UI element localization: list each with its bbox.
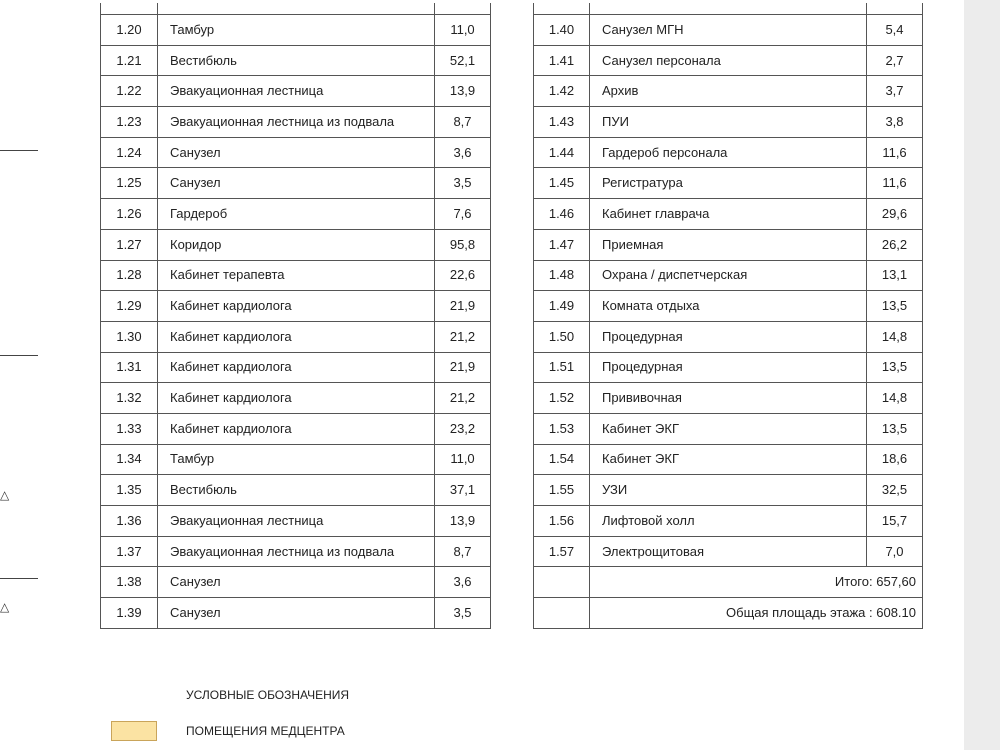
room-area: 7,0	[867, 536, 923, 567]
room-area: 11,0	[435, 444, 491, 475]
room-number: 1.50	[534, 321, 590, 352]
room-name: Кабинет ЭКГ	[590, 413, 867, 444]
right-room-table	[533, 3, 923, 629]
total-row	[534, 567, 923, 598]
room-number: 1.42	[534, 76, 590, 107]
room-name: Приемная	[590, 229, 867, 260]
room-area: 11,6	[867, 168, 923, 199]
room-number: 1.54	[534, 444, 590, 475]
room-number: 1.40	[534, 15, 590, 46]
room-number: 1.38	[101, 567, 158, 598]
room-area: 7,6	[435, 199, 491, 230]
floor-area-label: Общая площадь этажа	[726, 604, 866, 620]
room-name: Санузел	[158, 598, 435, 629]
left-room-table	[100, 3, 491, 629]
table-row	[534, 536, 923, 567]
table-row	[101, 15, 491, 46]
room-number: 1.53	[534, 413, 590, 444]
drawing-line-fragment	[0, 578, 38, 579]
room-name: Охрана / диспетчерская	[590, 260, 867, 291]
total-value: 657,60	[876, 574, 916, 590]
room-area: 2,7	[867, 45, 923, 76]
room-area: 3,6	[435, 137, 491, 168]
legend-swatch	[111, 721, 157, 741]
drawing-line-fragment	[0, 150, 38, 151]
room-name: Гардероб персонала	[590, 137, 867, 168]
room-area: 5,4	[867, 15, 923, 46]
room-name: Процедурная	[590, 321, 867, 352]
room-number: 1.25	[101, 168, 158, 199]
room-area: 13,9	[435, 76, 491, 107]
table-row	[534, 475, 923, 506]
table-row	[534, 137, 923, 168]
room-area: 3,5	[435, 598, 491, 629]
room-area: 13,5	[867, 413, 923, 444]
room-number: 1.32	[101, 383, 158, 414]
table-row	[534, 15, 923, 46]
room-name: Кабинет кардиолога	[158, 413, 435, 444]
table-row	[101, 45, 491, 76]
room-number: 1.22	[101, 76, 158, 107]
room-number: 1.26	[101, 199, 158, 230]
room-name: Санузел персонала	[590, 45, 867, 76]
table-row	[534, 260, 923, 291]
table-row	[534, 413, 923, 444]
table-row	[534, 291, 923, 322]
table-row	[534, 76, 923, 107]
floor-area-cell: Общая площадь этажа : 608.10	[590, 598, 923, 629]
drawing-line-fragment	[0, 355, 38, 356]
room-number: 1.47	[534, 229, 590, 260]
page-right-margin	[964, 0, 1000, 750]
table-row	[101, 475, 491, 506]
room-area: 13,5	[867, 352, 923, 383]
room-name: Архив	[590, 76, 867, 107]
room-name: Регистратура	[590, 168, 867, 199]
room-number: 1.57	[534, 536, 590, 567]
table-row	[101, 291, 491, 322]
room-area: 8,7	[435, 536, 491, 567]
room-number: 1.24	[101, 137, 158, 168]
room-name: Тамбур	[158, 15, 435, 46]
room-number: 1.21	[101, 45, 158, 76]
room-name: Санузел	[158, 567, 435, 598]
room-number: 1.48	[534, 260, 590, 291]
room-area: 21,9	[435, 291, 491, 322]
room-area: 32,5	[867, 475, 923, 506]
room-number: 1.43	[534, 107, 590, 138]
room-name: Санузел	[158, 168, 435, 199]
total-cell	[590, 567, 923, 598]
table-row	[101, 76, 491, 107]
room-number: 1.30	[101, 321, 158, 352]
table-row	[534, 352, 923, 383]
room-name: Кабинет кардиолога	[158, 352, 435, 383]
room-name: Процедурная	[590, 352, 867, 383]
room-number: 1.41	[534, 45, 590, 76]
table-row	[101, 444, 491, 475]
table-row	[101, 321, 491, 352]
room-name: Комната отдыха	[590, 291, 867, 322]
room-area: 11,6	[867, 137, 923, 168]
table-row	[534, 199, 923, 230]
floor-area-row	[534, 598, 923, 629]
room-number: 1.44	[534, 137, 590, 168]
table-top-row	[101, 3, 491, 15]
table-row	[101, 567, 491, 598]
room-area: 3,8	[867, 107, 923, 138]
table-row	[534, 229, 923, 260]
room-number: 1.20	[101, 15, 158, 46]
table-row	[101, 107, 491, 138]
room-name: Тамбур	[158, 444, 435, 475]
room-number: 1.23	[101, 107, 158, 138]
legend-title: УСЛОВНЫЕ ОБОЗНАЧЕНИЯ	[186, 688, 350, 702]
table-row	[101, 199, 491, 230]
room-area: 14,8	[867, 321, 923, 352]
room-name: Коридор	[158, 229, 435, 260]
room-number: 1.56	[534, 506, 590, 537]
room-area: 14,8	[867, 383, 923, 414]
table-row	[534, 107, 923, 138]
table-row	[534, 444, 923, 475]
room-name: Кабинет терапевта	[158, 260, 435, 291]
room-area: 22,6	[435, 260, 491, 291]
room-number: 1.31	[101, 352, 158, 383]
room-area: 23,2	[435, 413, 491, 444]
room-number: 1.34	[101, 444, 158, 475]
room-name: Прививочная	[590, 383, 867, 414]
room-name: Электрощитовая	[590, 536, 867, 567]
room-name: Кабинет кардиолога	[158, 321, 435, 352]
room-number: 1.49	[534, 291, 590, 322]
table-row	[101, 260, 491, 291]
table-row	[534, 321, 923, 352]
room-number: 1.55	[534, 475, 590, 506]
room-number: 1.52	[534, 383, 590, 414]
table-row	[101, 229, 491, 260]
room-area: 52,1	[435, 45, 491, 76]
triangle-mark-icon: △	[0, 600, 10, 614]
triangle-mark-icon: △	[0, 488, 10, 502]
table-row	[101, 506, 491, 537]
table-row	[101, 413, 491, 444]
table-row	[101, 383, 491, 414]
table-row	[534, 168, 923, 199]
room-name: Эвакуационная лестница из подвала	[158, 107, 435, 138]
room-name: Лифтовой холл	[590, 506, 867, 537]
table-row	[534, 383, 923, 414]
table-row	[101, 598, 491, 629]
room-name: Кабинет ЭКГ	[590, 444, 867, 475]
table-row	[101, 536, 491, 567]
room-name: Вестибюль	[158, 475, 435, 506]
room-name: Санузел	[158, 137, 435, 168]
room-area: 21,2	[435, 383, 491, 414]
room-area: 8,7	[435, 107, 491, 138]
room-area: 15,7	[867, 506, 923, 537]
room-area: 21,9	[435, 352, 491, 383]
room-area: 37,1	[435, 475, 491, 506]
room-number: 1.46	[534, 199, 590, 230]
room-number: 1.27	[101, 229, 158, 260]
room-number: 1.35	[101, 475, 158, 506]
room-number: 1.37	[101, 536, 158, 567]
floor-area-value: 608.10	[876, 604, 916, 620]
room-name: Эвакуационная лестница из подвала	[158, 536, 435, 567]
room-area: 13,5	[867, 291, 923, 322]
room-area: 18,6	[867, 444, 923, 475]
room-name: УЗИ	[590, 475, 867, 506]
room-name: Кабинет кардиолога	[158, 291, 435, 322]
room-name: Гардероб	[158, 199, 435, 230]
table-row	[534, 506, 923, 537]
room-area: 95,8	[435, 229, 491, 260]
table-row	[101, 352, 491, 383]
room-area: 3,5	[435, 168, 491, 199]
room-number: 1.28	[101, 260, 158, 291]
table-top-row	[534, 3, 923, 15]
legend-item-label: ПОМЕЩЕНИЯ МЕДЦЕНТРА	[186, 724, 345, 738]
room-number: 1.51	[534, 352, 590, 383]
room-number: 1.29	[101, 291, 158, 322]
room-name: Эвакуационная лестница	[158, 506, 435, 537]
room-area: 26,2	[867, 229, 923, 260]
room-area: 3,6	[435, 567, 491, 598]
room-name: Санузел МГН	[590, 15, 867, 46]
room-name: Эвакуационная лестница	[158, 76, 435, 107]
table-row	[534, 45, 923, 76]
room-number: 1.45	[534, 168, 590, 199]
room-area: 29,6	[867, 199, 923, 230]
total-label: Итого:	[834, 574, 873, 590]
room-number: 1.39	[101, 598, 158, 629]
room-name: Кабинет кардиолога	[158, 383, 435, 414]
room-area: 13,9	[435, 506, 491, 537]
room-number: 1.33	[101, 413, 158, 444]
room-name: Кабинет главрача	[590, 199, 867, 230]
table-row	[101, 168, 491, 199]
room-area: 11,0	[435, 15, 491, 46]
room-area: 13,1	[867, 260, 923, 291]
table-row	[101, 137, 491, 168]
room-name: Вестибюль	[158, 45, 435, 76]
room-area: 21,2	[435, 321, 491, 352]
room-area: 3,7	[867, 76, 923, 107]
room-name: ПУИ	[590, 107, 867, 138]
room-number: 1.36	[101, 506, 158, 537]
